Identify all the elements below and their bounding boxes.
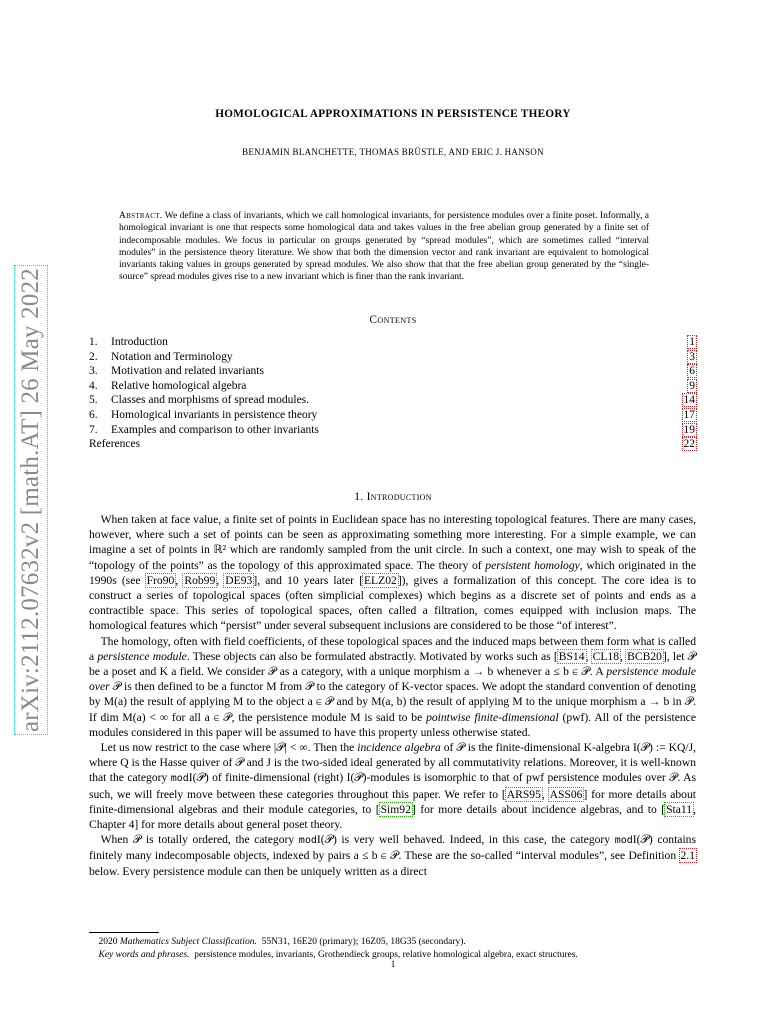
toc-number: 7. <box>89 423 98 436</box>
toc-number: 5. <box>89 394 98 407</box>
text-run: of 𝒫 is the finite-dimensional K-algebra I(𝒫) := KQ/J, where Q is the Hasse quiver of 𝒫 and J is the two-sided ideal generated by all commutativity relations. Moreover, it is well-known that the category <box>89 741 696 785</box>
emphasis: incidence algebra <box>357 741 441 755</box>
paragraph: Let us now restrict to the case where |𝒫| < ∞. Then the incidence algebra of 𝒫 is the finite-dimensional K-algebra I(𝒫) := KQ/J, where Q is the Hasse quiver of 𝒫 and J is the two-sided ideal generated by all commutativity relations. Moreover, it is well-known that the category modI(𝒫) of finite-dimensional (right) I(𝒫)-modules is isomorphic to that of pwf persistence modules over 𝒫. As such, we will freely move between these categories throughout this paper. We refer to [ARS95, ASS06] for more details about finite-dimensional algebras and their module categories, to [Sim92] for more details about incidence algebras, and to [Sta11, Chapter 4] for more details about general poset theory. <box>89 741 697 832</box>
citation-link[interactable]: ASS06 <box>549 787 583 801</box>
section-number: 1. <box>354 491 364 503</box>
keywords-text: persistence modules, invariants, Grothendieck groups, relative homological algebra, exact structures. <box>194 950 578 960</box>
toc-item[interactable] <box>89 408 696 423</box>
citation-link[interactable]: Fro90 <box>146 573 175 587</box>
abstract <box>119 210 649 284</box>
text-run: ], let 𝒫 be a poset and K a field. We consider 𝒫 as a category, with a unique morphism a → b whenever a ≤ b ∈ 𝒫. A <box>89 649 697 679</box>
emphasis: pointwise finite-dimensional <box>426 710 559 724</box>
toc-label: Motivation and related invariants <box>111 365 264 378</box>
toc-page-link[interactable]: 9 <box>689 379 695 392</box>
body-text <box>89 512 696 879</box>
arxiv-stamp[interactable] <box>14 265 48 735</box>
citation-link[interactable]: BCB20 <box>627 649 662 663</box>
footnotes <box>89 936 696 962</box>
toc-item[interactable] <box>89 350 696 365</box>
citation-link[interactable]: ELZ02 <box>363 573 397 587</box>
text-run: (pwf). All of the persistence modules considered in this paper will be assumed to have this property unless otherwise stated. <box>89 710 696 739</box>
text-run: ] for more details about finite-dimensional algebras and their module categories, to [ <box>89 787 696 816</box>
msc-footnote <box>89 936 696 949</box>
citation-link[interactable]: ARS95 <box>506 787 541 801</box>
text-run: ]), gives a formalization of this concept. The core idea is to construct a series of topological spaces (often simplicial complexes) which begins as a discrete set of points and ends as a contractible space. This series of topological spaces, often called a filtration, comes equipped with inclusion maps. The homological features which “persist” under several subsequent inclusions are considered to be those “of interest”. <box>89 573 696 633</box>
paragraph: The homology, often with field coefficients, of these topological spaces and the induced maps between them form what is called a persistence module. These objects can also be formulated abstractly. Motivated by works such as [BS14, CL18, BCB20], let 𝒫 be a poset and K a field. We consider 𝒫 as a category, with a unique morphism a → b whenever a ≤ b ∈ 𝒫. A persistence module over 𝒫 is then defined to be a functor M from 𝒫 to the category of K-vector spaces. We adopt the standard convention of denoting by M(a) the result of applying M to the object a ∈ 𝒫 and by M(a, b) the result of applying M to the unique morphism a → b in 𝒫. If dim M(a) < ∞ for all a ∈ 𝒫, the persistence module M is said to be pointwise finite-dimensional (pwf). All of the persistence modules considered in this paper will be assumed to have this property unless otherwise stated. <box>89 634 697 739</box>
toc-label: Introduction <box>111 336 168 348</box>
emphasis: persistent homology <box>485 558 580 572</box>
toc-page-link[interactable]: 14 <box>683 394 695 407</box>
toc-item[interactable] <box>89 393 696 408</box>
definition-link[interactable]: 2.1 <box>680 849 695 863</box>
toc-item[interactable] <box>89 423 696 438</box>
toc-label: References <box>89 438 141 451</box>
toc-page-link[interactable]: 6 <box>689 365 695 378</box>
emphasis: persistence module <box>97 649 187 663</box>
toc-page-link[interactable]: 22 <box>683 438 695 451</box>
toc-item[interactable] <box>89 364 696 379</box>
text-run: . These objects can also be formulated abstractly. Motivated by works such as [ <box>186 649 558 663</box>
toc-page-link[interactable]: 17 <box>683 408 695 421</box>
text-run: ], and 10 years later [ <box>253 573 363 587</box>
text-run: Let us now restrict to the case where |𝒫| < ∞. Then the <box>100 741 358 755</box>
paper-title: HOMOLOGICAL APPROXIMATIONS IN PERSISTENCE THEORY <box>215 108 571 120</box>
text-run: 𝒫 is then defined to be a functor M from 𝒫 to the category of K-vector spaces. We adopt the standard convention of denoting by M(a) the result of applying M to the object a ∈ 𝒫 and by M(a, b) the result of applying M to the unique morphism a → b in 𝒫. If dim M(a) < ∞ for all a ∈ 𝒫, the persistence module M is said to be <box>89 680 696 724</box>
section-title: Introduction <box>366 491 432 503</box>
paper-authors: BENJAMIN BLANCHETTE, THOMAS BRÜSTLE, AND ERIC J. HANSON <box>242 147 544 157</box>
citation-link[interactable]: Sta11 <box>666 802 693 816</box>
toc-number: 6. <box>89 408 98 421</box>
page-number: 1 <box>390 960 396 970</box>
citation-link[interactable]: CL18 <box>592 649 620 663</box>
msc-year: 2020 <box>98 937 120 947</box>
toc-label: Relative homological algebra <box>111 379 247 392</box>
abstract-text: We define a class of invariants, which we call homological invariants, for persistence modules over a finite poset. Informally, a homological invariant is one that respects some homological data and takes values in the free abelian group generated by a finite set of indecomposable modules. We focus in particular on groups generated by “spread modules”, which are sometimes called “interval modules” in the persistence theory literature. We show that both the dimension vector and rank invariant are equivalent to homological invariants taking values in groups generated by spread modules. We also show that that the free abelian group generated by the “single-source” spread modules gives rise to a new invariant which is finer than the rank invariant. <box>119 211 649 283</box>
text-run: The homology, often with field coefficients, of these topological spaces and the induced maps between them form what is called a <box>89 634 696 663</box>
toc-item[interactable] <box>89 379 696 394</box>
math-mod: mod <box>170 773 189 785</box>
toc-page-link[interactable]: 1 <box>689 336 695 348</box>
toc-label: Classes and morphisms of spread modules. <box>111 394 310 407</box>
arxiv-id[interactable]: arXiv:2112.07632v2 [math.AT] 26 May 2022 <box>17 268 44 732</box>
citation-link[interactable]: Sim92 <box>380 802 411 816</box>
text-run: I(𝒫) of finite-dimensional (right) I(𝒫)-modules is isomorphic to that of pwf persistence modules over 𝒫. As such, we will freely move between these categories throughout this paper. We refer to [ <box>89 771 697 801</box>
msc-label: Mathematics Subject Classification. <box>119 937 257 947</box>
toc-label: Examples and comparison to other invariants <box>111 423 319 436</box>
text-run: ] for more details about incidence algebras, and to [ <box>411 802 666 816</box>
toc-number: 3. <box>89 365 98 378</box>
toc-number: 4. <box>89 379 98 392</box>
citation-link[interactable]: Rob99 <box>184 573 216 587</box>
toc-page-link[interactable]: 19 <box>683 423 695 436</box>
text-run: When 𝒫 is totally ordered, the category <box>100 833 299 847</box>
text-run: When taken at face value, a finite set of points in Euclidean space has no interesting topological features. There are many cases, however, where such a set of points can be seen as approximating something more interesting. For a simple example, we can imagine a set of points in ℝ² which are randomly sampled from the unit circle. In such a context, one may wish to speak of the “topology of the points” as the topology of this approximated space. The theory of <box>89 513 696 572</box>
toc-page-link[interactable]: 3 <box>689 350 695 363</box>
table-of-contents <box>89 335 696 452</box>
toc-number: 1. <box>89 336 98 348</box>
msc-text: 55N31, 16E20 (primary); 16Z05, 18G35 (secondary). <box>261 937 466 947</box>
toc-item[interactable] <box>89 335 696 350</box>
paragraph: When taken at face value, a finite set of points in Euclidean space has no interesting topological features. There are many cases, however, where such a set of points can be seen as approximating something more interesting. For a simple example, we can imagine a set of points in ℝ² which are randomly sampled from the unit circle. In such a context, one may wish to speak of the “topology of the points” as the topology of this approximated space. The theory of persistent homology, which originated in the 1990s (see Fro90, Rob99, DE93], and 10 years later [ELZ02]), gives a formalization of this concept. The core idea is to construct a series of topological spaces (often simplicial complexes) which begins as a discrete set of points and ends as a contractible space. This series of topological spaces, often called a filtration, comes equipped with inclusion maps. The homological features which “persist” under several subsequent inclusions are considered to be those “of interest”. <box>89 513 696 633</box>
citation-link[interactable]: BS14 <box>558 649 585 663</box>
math-mod: mod <box>298 835 317 847</box>
text-run: below. Every persistence module can then be uniquely written as a direct <box>89 864 427 878</box>
text-run: , which originated in the 1990s (see <box>89 558 696 587</box>
paragraph <box>89 832 696 879</box>
section-heading <box>90 491 696 503</box>
contents-heading: Contents <box>369 314 417 326</box>
citation-link[interactable]: DE93 <box>225 573 253 587</box>
text-run: , Chapter 4] for more details about general poset theory. <box>89 802 696 832</box>
toc-label: Homological invariants in persistence theory <box>111 408 318 421</box>
emphasis: persistence module over <box>89 665 696 694</box>
keywords-label: Key words and phrases. <box>98 950 190 960</box>
toc-number: 2. <box>89 350 98 363</box>
abstract-label: Abstract. <box>119 211 163 221</box>
toc-label: Notation and Terminology <box>111 350 233 363</box>
toc-item[interactable] <box>89 437 696 452</box>
text-run: I(𝒫) contains finitely many indecomposable objects, indexed by pairs a ≤ b ∈ 𝒫. These are the so-called “interval modules”, see Definition <box>89 833 696 863</box>
footnote-rule <box>89 932 159 933</box>
math-mod: mod <box>614 835 633 847</box>
text-run: I(𝒫) is very well behaved. Indeed, in this case, the category <box>316 833 615 847</box>
